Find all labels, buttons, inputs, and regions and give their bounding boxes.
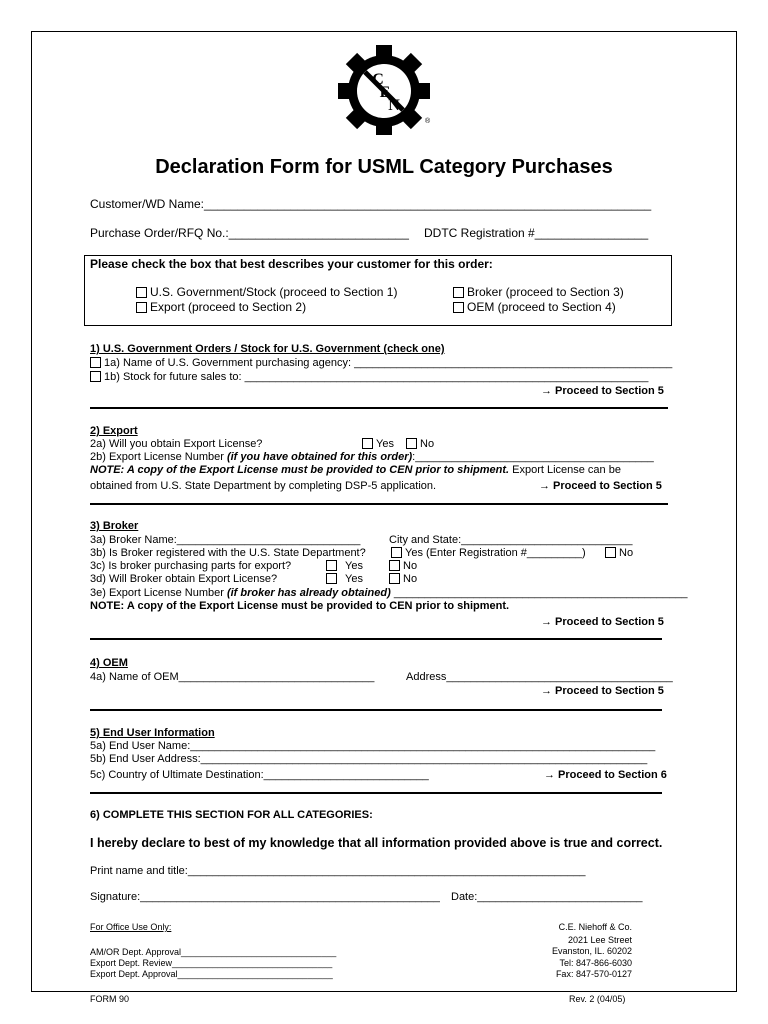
section-3d-no-checkbox[interactable]: [389, 573, 400, 584]
option-broker[interactable]: Broker (proceed to Section 3): [453, 285, 624, 299]
section-5c-country[interactable]: 5c) Country of Ultimate Destination:___________________________: [90, 769, 429, 781]
amor-approval-field[interactable]: AM/OR Dept. Approval_______________________________: [90, 947, 337, 957]
section-5b-end-user-address[interactable]: 5b) End User Address:_________________________________________________________________________: [90, 753, 648, 765]
declaration-statement: I hereby declare to best of my knowledge that all information provided above is true and correct.: [90, 836, 663, 850]
section-2-note: NOTE: A copy of the Export License must be provided to CEN prior to shipment. Export License can be: [90, 464, 621, 476]
section-5-heading: 5) End User Information: [90, 727, 215, 739]
export-approval-field[interactable]: Export Dept. Approval_______________________________: [90, 969, 333, 979]
section-3c-no-checkbox[interactable]: [389, 560, 400, 571]
section-3-heading: 3) Broker: [90, 520, 139, 532]
section-4-proceed: → Proceed to Section 5: [541, 685, 664, 697]
section-2b-field[interactable]: 2b) Export License Number (if you have obtained for this order):_______________________________________: [90, 451, 654, 463]
section-3c-question: 3c) Is broker purchasing parts for export?: [90, 560, 292, 572]
section-1-proceed: → Proceed to Section 5: [541, 385, 664, 397]
option-oem[interactable]: OEM (proceed to Section 4): [453, 300, 616, 314]
customer-type-heading: Please check the box that best describes your customer for this order:: [90, 257, 493, 271]
section-3c-no[interactable]: No: [389, 560, 417, 572]
section-1a-checkbox[interactable]: [90, 357, 101, 368]
section-3b-no-checkbox[interactable]: [605, 547, 616, 558]
print-name-field[interactable]: Print name and title:_________________________________________________________________: [90, 865, 586, 877]
section-1-heading: 1) U.S. Government Orders / Stock for U.S. Government (check one): [90, 343, 445, 355]
date-field[interactable]: Date:___________________________: [451, 891, 643, 903]
form-number: FORM 90: [90, 994, 130, 1004]
section-3a-broker-name[interactable]: 3a) Broker Name:______________________________: [90, 534, 361, 546]
section-3b-no[interactable]: No: [605, 547, 633, 559]
section-2-proceed: → Proceed to Section 5: [539, 480, 662, 492]
section-3e-field[interactable]: 3e) Export License Number (if broker has already obtained) ________________________________________________: [90, 587, 688, 599]
section-3b-yes[interactable]: Yes (Enter Registration #_________): [391, 547, 586, 559]
section-1b-checkbox[interactable]: [90, 371, 101, 382]
section-2-note-line2: obtained from U.S. State Department by completing DSP-5 application.: [90, 480, 437, 492]
section-1b-field[interactable]: 1b) Stock for future sales to: __________________________________________________________________: [90, 371, 648, 383]
export-checkbox[interactable]: [136, 302, 147, 313]
section-2a-question: 2a) Will you obtain Export License?: [90, 438, 263, 450]
section-divider: [90, 407, 668, 409]
section-5-proceed: → Proceed to Section 6: [544, 769, 667, 781]
section-2a-yes[interactable]: Yes: [362, 438, 394, 450]
section-3d-yes[interactable]: Yes: [326, 573, 363, 585]
section-4-heading: 4) OEM: [90, 657, 128, 669]
company-street: 2021 Lee Street: [567, 935, 632, 945]
section-2-heading: 2) Export: [90, 425, 138, 437]
customer-name-field[interactable]: Customer/WD Name:___________________________________________________________________: [90, 197, 652, 211]
company-tel: Tel: 847-866-6030: [559, 958, 632, 968]
office-use-heading: For Office Use Only:: [90, 922, 172, 932]
section-3d-question: 3d) Will Broker obtain Export License?: [90, 573, 278, 585]
section-5a-end-user-name[interactable]: 5a) End User Name:____________________________________________________________________________: [90, 740, 656, 752]
section-3-proceed: → Proceed to Section 5: [541, 616, 664, 628]
export-review-field[interactable]: Export Dept. Review________________________________: [90, 958, 333, 968]
cen-logo: [338, 45, 434, 135]
oem-checkbox[interactable]: [453, 302, 464, 313]
section-2a-no[interactable]: No: [406, 438, 434, 450]
option-us-government[interactable]: U.S. Government/Stock (proceed to Section 1): [136, 285, 397, 299]
section-3b-question: 3b) Is Broker registered with the U.S. State Department?: [90, 547, 366, 559]
company-fax: Fax: 847-570-0127: [555, 969, 632, 979]
purchase-order-field[interactable]: Purchase Order/RFQ No.:___________________________: [90, 226, 409, 240]
form-title: Declaration Form for USML Category Purchases: [155, 156, 613, 178]
ddtc-registration-field[interactable]: DDTC Registration #_________________: [424, 226, 649, 240]
gear-logo-icon: [338, 45, 434, 135]
section-3b-yes-checkbox[interactable]: [391, 547, 402, 558]
section-divider: [90, 638, 662, 640]
svg-text:C: C: [372, 71, 384, 88]
company-name: C.E. Niehoff & Co.: [558, 922, 632, 932]
signature-field[interactable]: Signature:_________________________________________________: [90, 891, 440, 903]
section-3d-no[interactable]: No: [389, 573, 417, 585]
svg-text:®: ®: [425, 118, 431, 125]
section-divider: [90, 709, 662, 711]
section-4a-oem-name[interactable]: 4a) Name of OEM________________________________: [90, 671, 375, 683]
section-6-heading: 6) COMPLETE THIS SECTION FOR ALL CATEGORIES:: [90, 809, 373, 821]
section-1a-field[interactable]: 1a) Name of U.S. Government purchasing agency: ____________________________________________________: [90, 357, 672, 369]
section-divider: [90, 503, 668, 505]
svg-text:N: N: [388, 97, 400, 114]
section-4a-address[interactable]: Address_____________________________________: [406, 671, 673, 683]
section-3c-yes[interactable]: Yes: [326, 560, 363, 572]
section-3-note: NOTE: A copy of the Export License must be provided to CEN prior to shipment.: [90, 600, 510, 612]
broker-checkbox[interactable]: [453, 287, 464, 298]
us-government-checkbox[interactable]: [136, 287, 147, 298]
svg-text:E: E: [379, 84, 391, 101]
section-divider: [90, 792, 662, 794]
revision-label: Rev. 2 (04/05): [569, 994, 626, 1004]
section-3c-yes-checkbox[interactable]: [326, 560, 337, 571]
section-3a-city-state[interactable]: City and State:____________________________: [389, 534, 633, 546]
section-3d-yes-checkbox[interactable]: [326, 573, 337, 584]
company-city: Evanston, IL. 60202: [551, 946, 632, 956]
section-2a-no-checkbox[interactable]: [406, 438, 417, 449]
option-export[interactable]: Export (proceed to Section 2): [136, 300, 306, 314]
section-2a-yes-checkbox[interactable]: [362, 438, 373, 449]
